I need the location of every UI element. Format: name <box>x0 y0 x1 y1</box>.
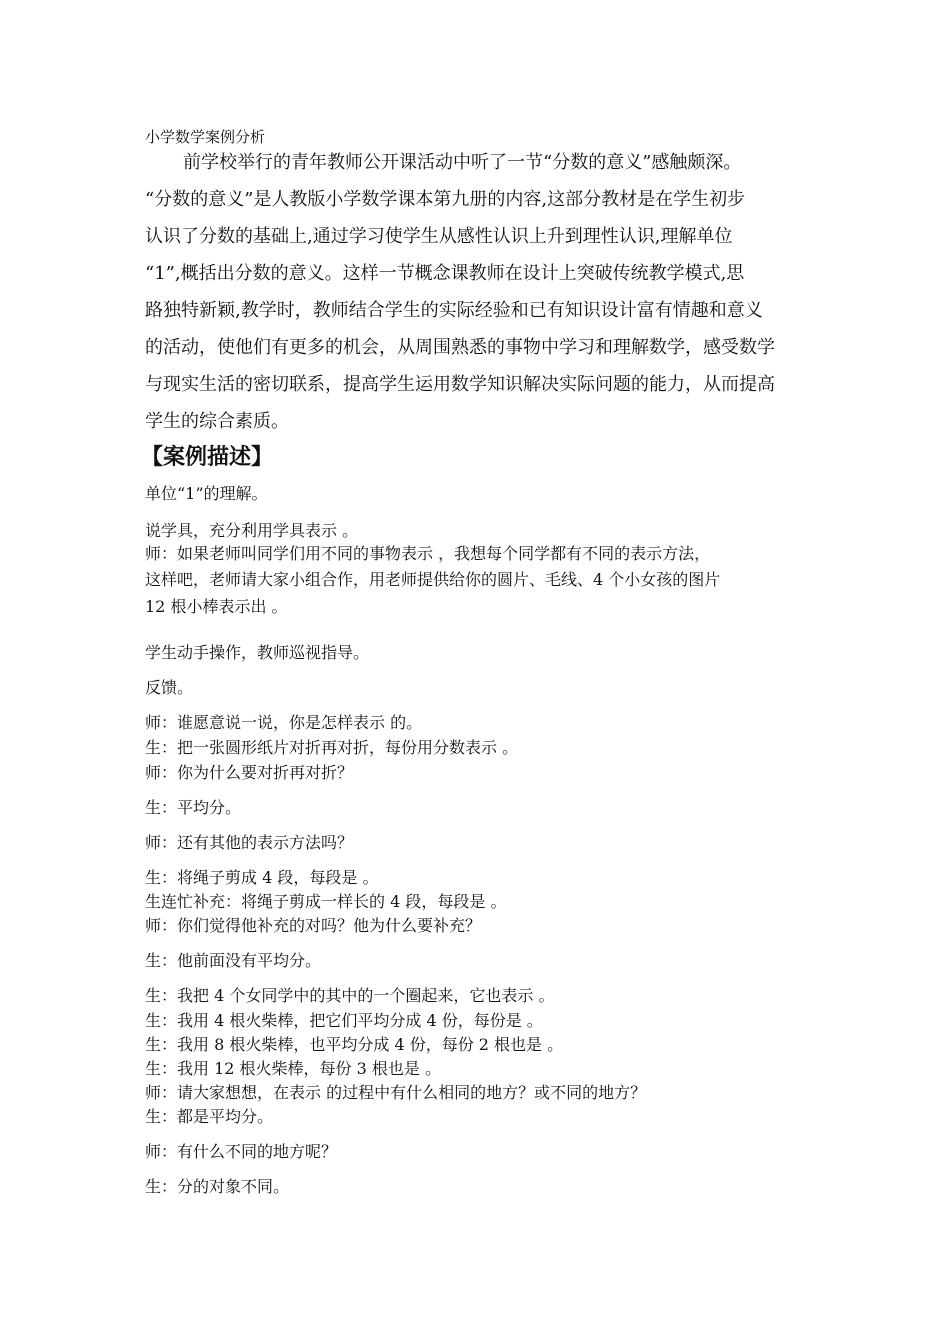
intro-line: 认识了分数的基础上,通过学习使学生从感性认识上升到理性认识,理解单位 <box>145 226 733 247</box>
intro-paragraph <box>145 150 810 446</box>
text-line: 师：还有其他的表示方法吗？ <box>145 833 354 852</box>
text-line: 生：分的对象不同。 <box>145 1177 290 1196</box>
intro-line: “分数的意义”是人教版小学数学课本第九册的内容,这部分教材是在学生初步 <box>145 189 746 210</box>
intro-line: 前学校举行的青年教师公开课活动中听了一节“分数的意义”感触颇深。 <box>183 152 742 173</box>
intro-line: 学生的综合素质。 <box>145 411 289 432</box>
document-title: 小学数学案例分析 <box>145 128 266 146</box>
text-line: 生：我用 4 根火柴棒，把它们平均分成 4 份，每份是 。 <box>145 1011 543 1030</box>
text-line: 这样吧，老师请大家小组合作，用老师提供给你的圆片、毛线、4 个小女孩的图片 <box>145 570 721 589</box>
text-line: 师：请大家想想，在表示 的过程中有什么相同的地方？或不同的地方？ <box>145 1083 647 1102</box>
text-line: 师：你为什么要对折再对折？ <box>145 763 354 782</box>
text-line: 生：我用 8 根火柴棒，也平均分成 4 份，每份 2 根也是 。 <box>145 1035 564 1054</box>
text-line: 师：有什么不同的地方呢？ <box>145 1142 338 1161</box>
text-line: 说学具，充分利用学具表示 。 <box>145 521 359 540</box>
text-line: 师：你们觉得他补充的对吗？他为什么要补充？ <box>145 916 482 935</box>
intro-line: 与现实生活的密切联系，提高学生运用数学知识解决实际问题的能力，从而提高 <box>145 374 775 395</box>
text-line: 反馈。 <box>145 678 194 697</box>
text-line: 师：谁愿意说一说，你是怎样表示 的。 <box>145 713 423 732</box>
text-line: 生：都是平均分。 <box>145 1107 274 1126</box>
text-line: 师：如果老师叫同学们用不同的事物表示 ，我想每个同学都有不同的表示方法， <box>145 544 711 563</box>
text-line: 12 根小棒表示出 。 <box>145 597 288 616</box>
intro-line: 路独特新颖,教学时，教师结合学生的实际经验和已有知识设计富有情趣和意义 <box>145 300 763 321</box>
text-line: 生：将绳子剪成 4 段，每段是 。 <box>145 868 379 887</box>
text-line: 生：我把 4 个女同学中的其中的一个圈起来，它也表示 。 <box>145 986 555 1005</box>
text-line: 生连忙补充：将绳子剪成一样长的 4 段，每段是 。 <box>145 892 507 911</box>
text-line: 单位“1”的理解。 <box>145 484 268 503</box>
text-line: 生：他前面没有平均分。 <box>145 951 322 970</box>
text-line: 生：我用 12 根火柴棒，每份 3 根也是 。 <box>145 1059 441 1078</box>
text-line: 生：把一张圆形纸片对折再对折，每份用分数表示 。 <box>145 738 519 757</box>
text-line: 生：平均分。 <box>145 798 242 817</box>
intro-line: “1”,概括出分数的意义。这样一节概念课教师在设计上突破传统教学模式,思 <box>145 263 745 284</box>
text-line: 学生动手操作，教师巡视指导。 <box>145 643 370 662</box>
intro-line: 的活动，使他们有更多的机会，从周围熟悉的事物中学习和理解数学，感受数学 <box>145 337 775 358</box>
section-heading: 【案例描述】 <box>141 445 274 470</box>
